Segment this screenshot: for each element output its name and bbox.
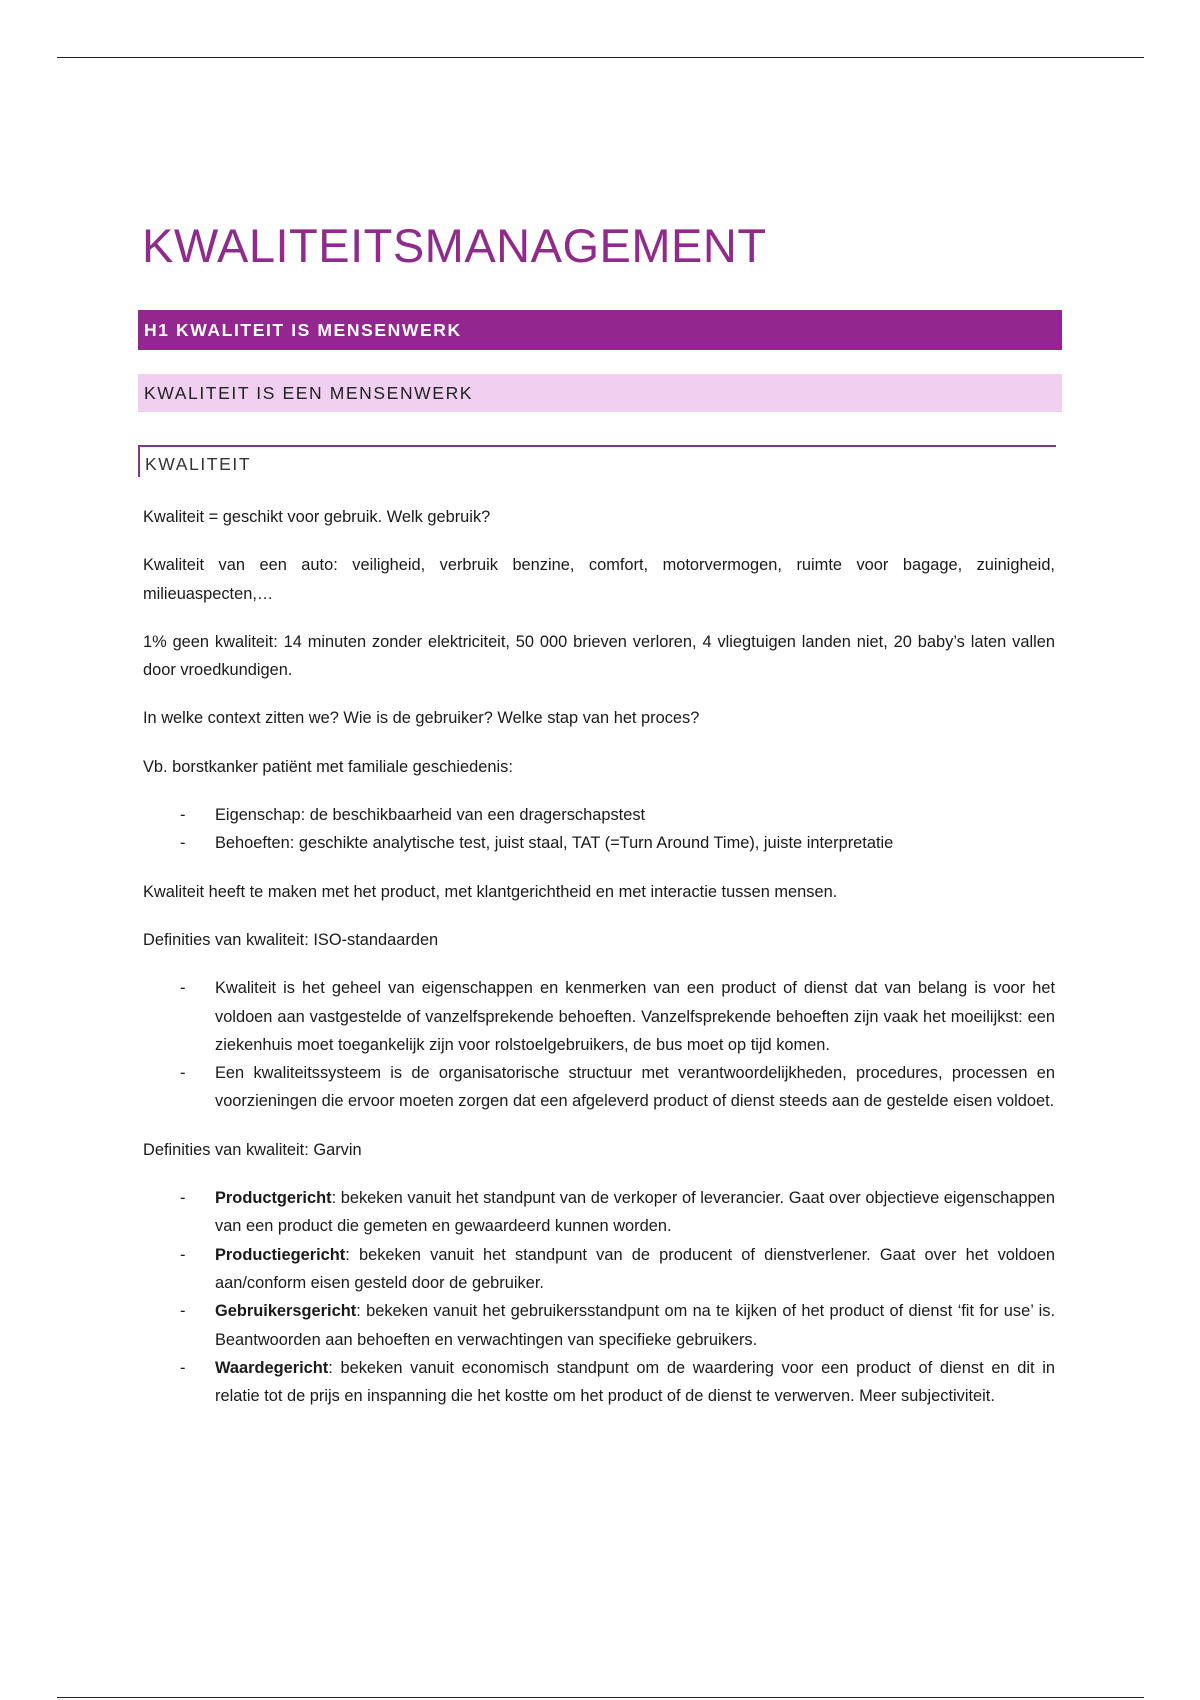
list-item-text: Een kwaliteitssysteem is de organisatorische structuur met verantwoordelijkheden, procedures, processen en voorzieningen die ervoor moeten zorgen dat een afgeleverd product of dienst steeds aan de gestelde eisen voldoet. <box>215 1064 1055 1111</box>
list-item-text: : bekeken vanuit het gebruikersstandpunt om na te kijken of het product of dienst ‘fit for use’ is. Beantwoorden aan behoeften en verwachtingen van specifieke gebruikers. <box>215 1302 1055 1349</box>
list-item-term: Productiegericht <box>215 1245 346 1264</box>
paragraph: 1% geen kwaliteit: 14 minuten zonder elektriciteit, 50 000 brieven verloren, 4 vliegtuigen landen niet, 20 baby’s laten vallen door vroedkundigen. <box>143 632 1055 680</box>
list-item <box>143 829 1055 857</box>
list-item <box>143 1059 1055 1116</box>
list-item-text: : bekeken vanuit economisch standpunt om de waardering voor een product of dienst en dit in relatie tot de prijs en inspanning die het kostte om het product of de dienst te verwerven. Meer subjectiviteit. <box>215 1358 1055 1406</box>
paragraph: Vb. borstkanker patiënt met familiale geschiedenis: <box>143 757 513 776</box>
bullet-dash: - <box>180 1064 186 1083</box>
list-item <box>143 1354 1055 1411</box>
list-item <box>143 801 1055 829</box>
section-heading: KWALITEIT IS EEN MENSENWERK <box>138 374 1062 412</box>
document-title: KWALITEITSMANAGEMENT <box>142 219 767 272</box>
bullet-dash: - <box>180 806 186 825</box>
list-item-text: : bekeken vanuit het standpunt van de verkoper of leverancier. Gaat over objectieve eigenschappen van een product die gemeten en gewaardeerd kunnen worden. <box>215 1189 1055 1236</box>
bullet-dash: - <box>180 834 186 853</box>
bullet-list <box>143 801 1055 858</box>
list-item-term: Waardegericht <box>215 1358 329 1377</box>
bullet-dash: - <box>180 1358 186 1377</box>
footer-rule <box>57 1697 1144 1698</box>
paragraph: Kwaliteit = geschikt voor gebruik. Welk gebruik? <box>143 508 491 526</box>
document-body <box>143 503 1055 1430</box>
list-item-text: Kwaliteit is het geheel van eigenschappen en kenmerken van een product of dienst dat van belang is voor het voldoen aan vastgestelde of vanzelfsprekende behoeften. Vanzelfsprekende behoeften zijn vaak het moeilijkst: een ziekenhuis moet toegankelijk zijn voor rolstoelgebruikers, de bus moet op tijd komen. <box>215 979 1055 1054</box>
bullet-dash: - <box>180 979 186 998</box>
list-item-term: Productgericht <box>215 1189 332 1208</box>
list-item-text: : bekeken vanuit het standpunt van de producent of dienstverlener. Gaat over het voldoen aan/conform eisen gesteld door de gebruiker. <box>215 1245 1055 1292</box>
list-item <box>143 1241 1055 1298</box>
paragraph: Definities van kwaliteit: Garvin <box>143 1140 362 1159</box>
bullet-list <box>143 974 1055 1115</box>
list-item-term: Gebruikersgericht <box>215 1302 357 1321</box>
paragraph: Definities van kwaliteit: ISO-standaarden <box>143 930 439 949</box>
bullet-list <box>143 1184 1055 1410</box>
bullet-dash: - <box>180 1245 186 1264</box>
bullet-dash: - <box>180 1302 186 1321</box>
list-item <box>143 974 1055 1059</box>
list-item <box>143 1297 1055 1354</box>
list-item-text: Eigenschap: de beschikbaarheid van een dragerschapstest <box>215 806 646 825</box>
subsection-heading: KWALITEIT <box>138 445 1056 477</box>
paragraph: Kwaliteit heeft te maken met het product, met klantgerichtheid en met interactie tussen mensen. <box>143 882 838 901</box>
paragraph: Kwaliteit van een auto: veiligheid, verbruik benzine, comfort, motorvermogen, ruimte voor bagage, zuinigheid, milieuaspecten,… <box>143 556 1055 603</box>
paragraph: In welke context zitten we? Wie is de gebruiker? Welke stap van het proces? <box>143 709 700 728</box>
header-rule <box>57 57 1144 58</box>
list-item-text: Behoeften: geschikte analytische test, juist staal, TAT (=Turn Around Time), juiste interpretatie <box>215 834 894 853</box>
bullet-dash: - <box>180 1189 186 1208</box>
list-item <box>143 1184 1055 1241</box>
chapter-heading: H1 KWALITEIT IS MENSENWERK <box>138 310 1062 350</box>
